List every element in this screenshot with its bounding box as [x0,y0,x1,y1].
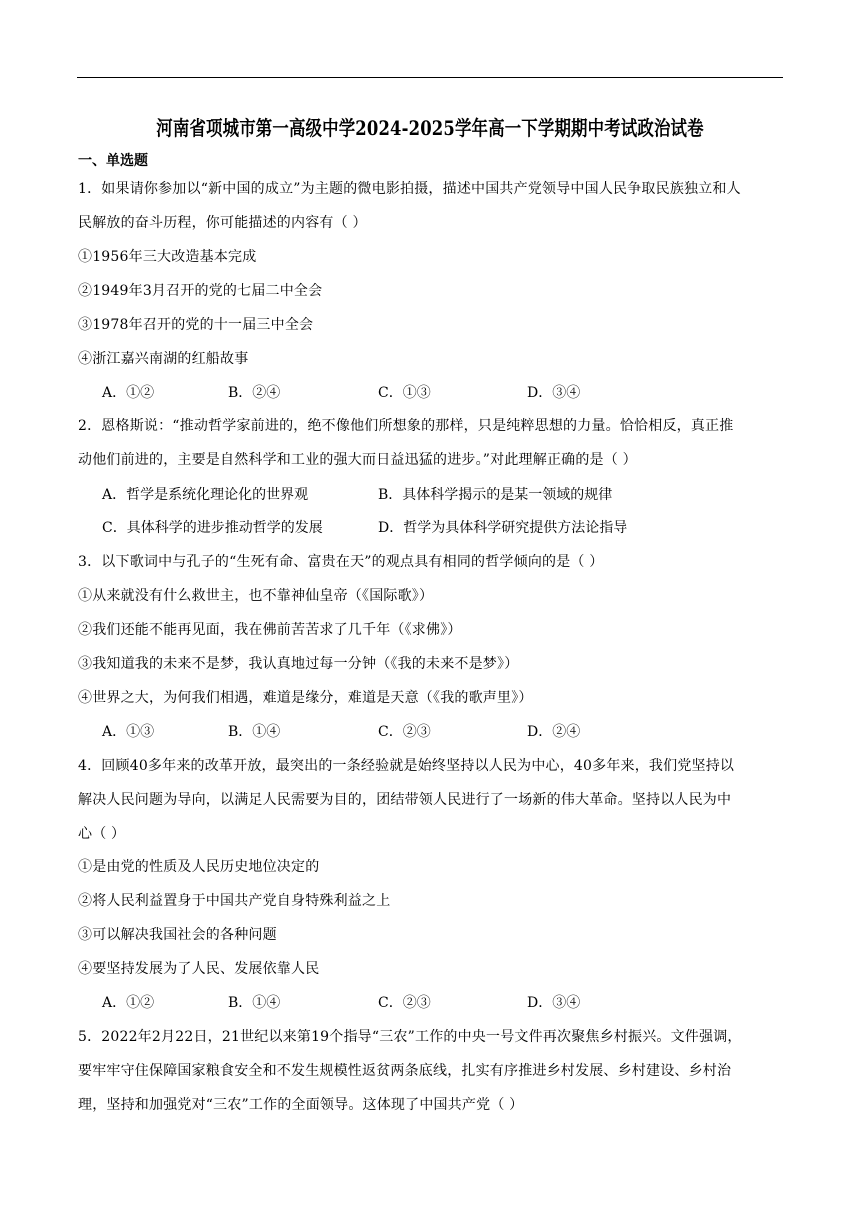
question-4-statement-4: ④要坚持发展为了人民、发展依靠人民 [78,961,320,977]
question-4-statement-1: ①是由党的性质及人民历史地位决定的 [78,859,320,875]
question-3-option-c[interactable]: C．②③ [378,724,431,740]
question-4-option-c[interactable]: C．②③ [378,995,431,1011]
question-3-option-d[interactable]: D．②④ [527,724,581,740]
question-2-stem-line-2: 动他们前进的，主要是自然科学和工业的强大而日益迅猛的进步。”对此理解正确的是（ ） [78,452,637,468]
question-3-option-b[interactable]: B．①④ [228,724,281,740]
question-4-option-b[interactable]: B．①④ [228,995,281,1011]
question-1-statement-1: ①1956年三大改造基本完成 [78,249,257,265]
question-2-stem-line-1: 2．恩格斯说：“推动哲学家前进的，绝不像他们所想象的那样，只是纯粹思想的力量。恰恰相反，真正推 [78,418,734,434]
question-1-stem-line-2: 民解放的奋斗历程，你可能描述的内容有（ ） [78,215,367,231]
question-1-option-d[interactable]: D．③④ [527,385,581,401]
section-heading: 一、单选题 [78,153,148,169]
question-4-statement-3: ③可以解决我国社会的各种问题 [78,927,277,943]
question-2-option-c[interactable]: C．具体科学的进步推动哲学的发展 [102,520,323,536]
question-3-stem-line-1: 3．以下歌词中与孔子的“生死有命、富贵在天”的观点具有相同的哲学倾向的是（ ） [78,554,604,570]
question-1-statement-4: ④浙江嘉兴南湖的红船故事 [78,351,249,367]
question-5-stem-line-1: 5．2022年2月22日，21世纪以来第19个指导“三农”工作的中央一号文件再次聚焦乡村振兴。文件强调， [78,1029,742,1045]
question-3-statement-1: ①从来就没有什么救世主，也不靠神仙皇帝（《国际歌》） [78,588,434,604]
question-1-statement-3: ③1978年召开的党的十一届三中全会 [78,317,314,333]
question-1-option-a[interactable]: A．①② [102,385,155,401]
question-1-option-c[interactable]: C．①③ [378,385,431,401]
question-3-statement-3: ③我知道我的未来不是梦，我认真地过每一分钟（《我的未来不是梦》） [78,656,519,672]
question-1-option-b[interactable]: B．②④ [228,385,281,401]
question-4-option-d[interactable]: D．③④ [527,995,581,1011]
question-5-stem-line-3: 理，坚持和加强党对“三农”工作的全面领导。这体现了中国共产党（ ） [78,1097,524,1113]
question-2-option-d[interactable]: D．哲学为具体科学研究提供方法论指导 [378,520,628,536]
exam-title: 河南省项城市第一高级中学2024-2025学年高一下学期期中考试政治试卷 [156,116,704,140]
question-4-stem-line-2: 解决人民问题为导向，以满足人民需要为目的，团结带领人民进行了一场新的伟大革命。坚持以人民为中 [78,792,732,808]
header-rule [77,77,783,78]
question-2-option-a[interactable]: A．哲学是系统化理论化的世界观 [102,487,309,503]
question-4-stem-line-1: 4．回顾40多年来的改革开放，最突出的一条经验就是始终坚持以人民为中心，40多年来，我们党坚持以 [78,758,735,774]
question-3-statement-4: ④世界之大，为何我们相遇，难道是缘分，难道是天意（《我的歌声里》） [78,690,533,706]
question-1-statement-2: ②1949年3月召开的党的七届二中全会 [78,283,323,299]
question-1-stem-line-1: 1．如果请你参加以“新中国的成立”为主题的微电影拍摄，描述中国共产党领导中国人民争取民族独立和人 [78,181,741,197]
question-3-option-a[interactable]: A．①③ [102,724,155,740]
question-4-option-a[interactable]: A．①② [102,995,155,1011]
question-2-option-b[interactable]: B．具体科学揭示的是某一领域的规律 [378,487,613,503]
question-4-statement-2: ②将人民利益置身于中国共产党自身特殊利益之上 [78,893,391,909]
question-5-stem-line-2: 要牢牢守住保障国家粮食安全和不发生规模性返贫两条底线，扎实有序推进乡村发展、乡村建设、乡村治 [78,1063,732,1079]
question-3-statement-2: ②我们还能不能再见面，我在佛前苦苦求了几千年（《求佛》） [78,622,462,638]
question-4-stem-line-3: 心（ ） [78,826,126,842]
